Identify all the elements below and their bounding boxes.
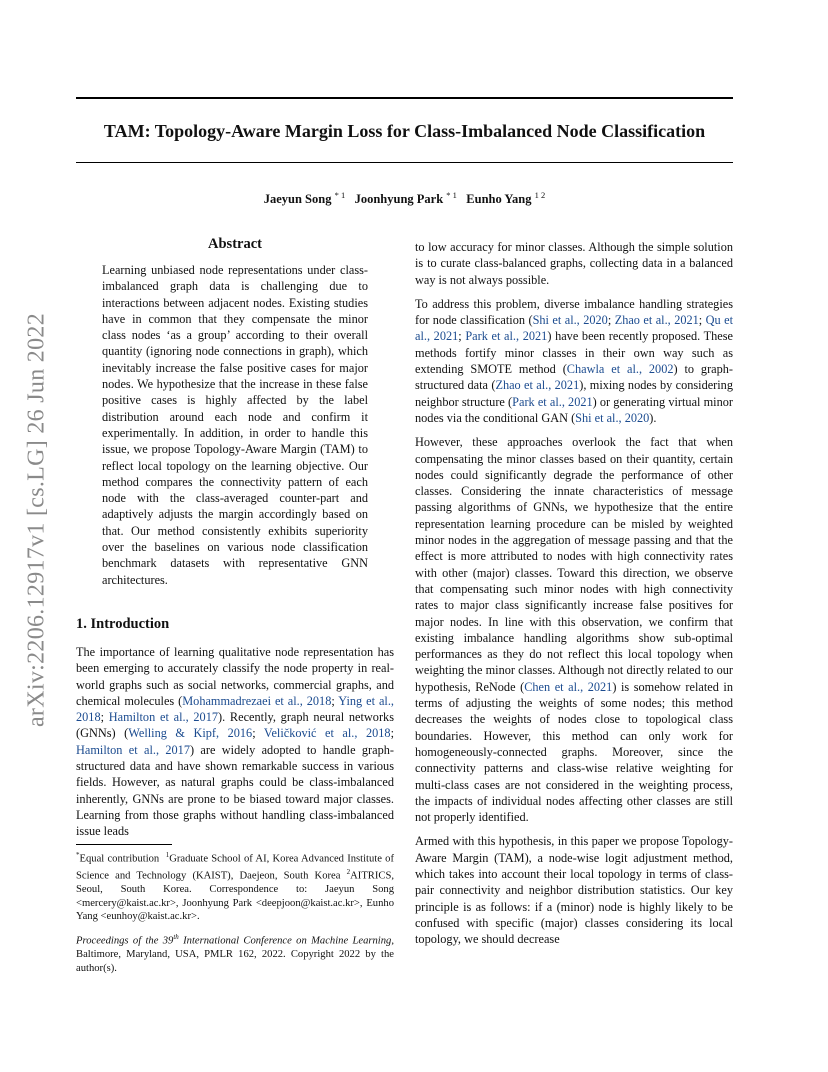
text: ;	[331, 693, 339, 708]
citation-link[interactable]: Mohammadrezaei et al., 2018	[182, 693, 332, 708]
footnote-affiliations: *Equal contribution $^1$Graduate School of AI, Korea Advanced Institute of Science and Technology (KAIST), Daejeon, South Korea $^2$AITRICS, Seoul, South Korea. Correspondence to: Jaeyun Song <mercery@kaist.ac.kr>, Joonhyung Park <deepjoon@kaist.ac.kr>, Eunho Yang <eunhoy@kaist.ac.kr>.	[76, 851, 394, 923]
citation-link[interactable]: Chen et al., 2021	[524, 679, 613, 694]
text: , Baltimore, Maryland, USA, PMLR 162, 2022. Copyright 2022 by the author(s).	[76, 935, 394, 974]
right-column	[415, 239, 733, 947]
citation-link[interactable]: Qu et al., 2021	[415, 313, 734, 344]
author-list	[76, 190, 733, 207]
section-heading: 1. Introduction	[76, 616, 170, 632]
author-marks: * 1	[334, 190, 346, 200]
text: However, these approaches overlook the fact that when compensating the minor classes based on their quantity, certain nodes could significantly degrade the performance of other classes. Considering the innate characteristics of message passing algorithms of GNNs, we hypothesize that the entire representation learning procedure can be misled by weighted minor nodes in the aggregation of message passing and that the effect is more attributed to nodes with high connectivity rates with other (major) classes. Toward this direction, we observe that compensating such minor nodes with high connectivity rates to major class significantly increase false positives for major nodes. In line with this observation, we confirm that existing imbalance handling algorithms show sub-optimal performances as they do not reflect this local topology when weighting the minor classes. Although not directly related to our hypothesis, ReNode (	[415, 435, 733, 694]
text: To address this problem, diverse imbalance handling strategies for node classification (	[415, 296, 733, 328]
text: ;	[698, 313, 706, 328]
citation-link[interactable]: Hamilton et al., 2017	[76, 742, 190, 757]
paper-title: TAM: Topology-Aware Margin Loss for Class-Imbalanced Node Classification	[103, 121, 706, 141]
text: ) to graph-structured data (	[415, 362, 734, 393]
text: ).	[649, 410, 657, 425]
top-rule	[76, 97, 733, 99]
text: The importance of learning qualitative node representation has been emerging to accurately classify the node property in real-world graphs such as social networks, commercial graphs, and chemical molecules (	[76, 645, 394, 708]
citation-link[interactable]: Ying et al., 2018	[76, 693, 394, 725]
footnote-rule	[76, 844, 172, 845]
text: Equal contribution	[79, 853, 160, 865]
citation-link[interactable]: Zhao et al., 2021	[495, 378, 580, 393]
author-marks: 1 2	[534, 190, 546, 200]
text: ) have been recently proposed. These methods fortify minor classes in their own way such as extending SMOTE method (	[415, 329, 733, 377]
arxiv-stamp	[18, 285, 56, 755]
text: ). Recently, graph neural networks (GNNs) (	[76, 710, 394, 741]
citation-link[interactable]: Hamilton et al., 2017	[108, 710, 218, 725]
paragraph: to low accuracy for minor classes. Although the simple solution is to curate class-balanced graphs, collecting data in a balanced way is not always possible.	[415, 240, 733, 287]
paragraph: Armed with this hypothesis, in this paper we propose Topology-Aware Margin (TAM), a node-wise logit adjustment method, which takes into account their local topology in terms of class-pair connectivity and neighbor distribution statistics. Our key principle is as follows: if a (minor) node is highly likely to be confused with specific (major) classes considering its local topology, we should decrease	[415, 834, 733, 947]
text: Graduate School of AI, Korea Advanced Institute of Science and Technology (KAIST), Daejeon, South Korea	[76, 853, 394, 882]
citation-link[interactable]: Veličković et al., 2018	[263, 726, 391, 741]
text: ) is somehow related in terms of adjusting the weights of some nodes; this method decreases the weights of nodes close to topological class boundaries. However, this method can only work for homogeneously-connected graphs. Moreover, since the connectivity patterns and class-wise relative weighting for multi-class cases are not considered in the weighting process, the impacts of individual nodes affecting other classes are still not properly identified.	[415, 679, 733, 825]
author-name: Eunho Yang	[466, 192, 532, 207]
text: ;	[252, 726, 264, 741]
author-name: Joonhyung Park	[354, 192, 444, 207]
author-marks: * 1	[446, 190, 457, 200]
citation-link[interactable]: Shi et al., 2020	[575, 410, 650, 425]
abstract-text: Learning unbiased node representations under class-imbalanced graph data is challenging due to interactions between adjacent nodes. Existing studies have in common that they compensate the minor class nodes ‘as a group’ according to their overall quantity (ignoring node connections in graph), which inevitably increase the false positive cases for major nodes. We hypothesize that the increase in these false positive cases is highly affected by the label distribution around each node and confirm it experimentally. In addition, in order to handle this issue, we propose Topology-Aware Margin (TAM) to reflect local topology on the learning objective. Our method compares the connectivity pattern of each node with the class-averaged counter-part and adaptively adjusts the margin accordingly based on that. Our method consistently exhibits superiority over the baselines on various node classification benchmark datasets with representative GNN architectures.	[102, 263, 368, 587]
text: ;	[390, 726, 394, 741]
text: ;	[458, 329, 466, 344]
text: ;	[607, 313, 615, 328]
text: ;	[100, 710, 109, 725]
text: International Conference on Machine Learning	[178, 935, 392, 947]
citation-link[interactable]: Welling & Kipf, 2016	[128, 726, 253, 741]
citation-link[interactable]: Shi et al., 2020	[532, 313, 608, 328]
text: ), mixing nodes by considering neighbor structure (	[415, 378, 733, 409]
intro-paragraph	[76, 644, 394, 840]
text: ) or generating virtual minor nodes via the conditional GAN (	[415, 394, 733, 425]
citation-link[interactable]: Chawla et al., 2002	[566, 362, 674, 377]
text: th	[173, 933, 179, 941]
citation-link[interactable]: Park et al., 2021	[512, 394, 593, 409]
text: Proceedings of the 39	[76, 935, 174, 947]
abstract-heading: Abstract	[208, 236, 262, 252]
paragraph	[415, 296, 733, 426]
citation-link[interactable]: Zhao et al., 2021	[614, 313, 699, 328]
author-name: Jaeyun Song	[263, 192, 332, 207]
title-rule	[76, 162, 733, 163]
text: ) are widely adopted to handle graph-structured data and have shown remarkable success in various fields. However, as natural graphs could be class-imbalanced inherently, GNNs are prone to be biased toward major classes. Learning from those graphs without handling class-imbalanced issue leads	[76, 742, 394, 839]
paragraph	[415, 434, 733, 825]
citation-link[interactable]: Park et al., 2021	[465, 329, 548, 344]
footnote-proceedings	[76, 931, 394, 975]
text: AITRICS, Seoul, South Korea. Correspondence to: Jaeyun Song <mercery@kaist.ac.kr>, Joonhyung Park <deepjoon@kaist.ac.kr>, Eunho Yang <eunhoy@kaist.ac.kr>.	[76, 870, 394, 923]
arxiv-stamp-text: arXiv:2206.12917v1 [cs.LG] 26 Jun 2022	[23, 312, 50, 728]
